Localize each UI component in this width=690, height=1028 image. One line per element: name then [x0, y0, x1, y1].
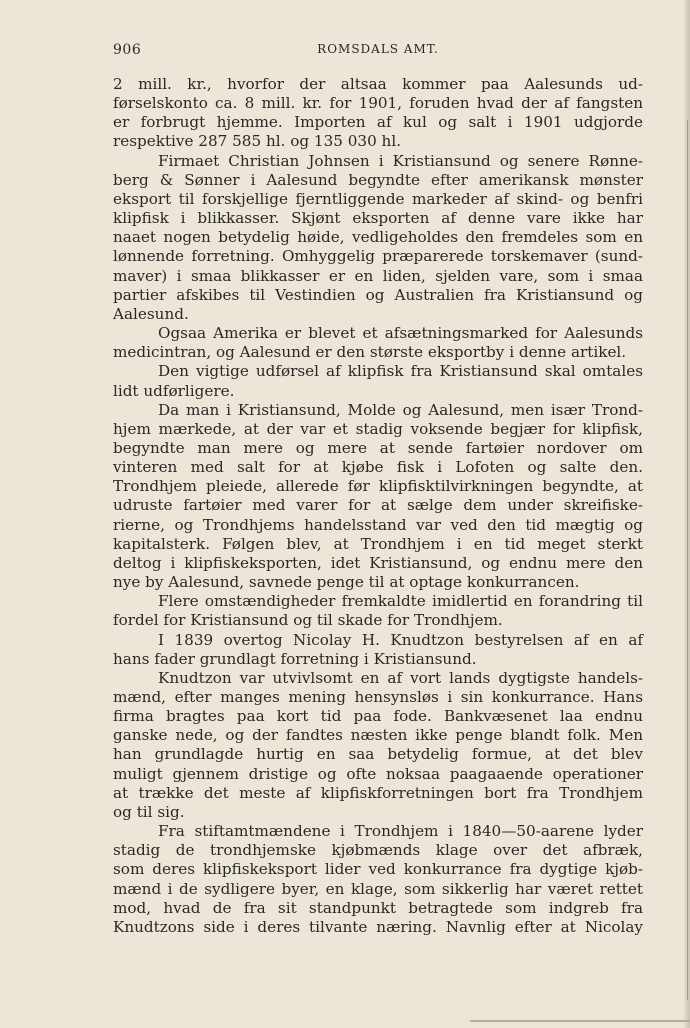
page-edge-line [687, 120, 688, 1000]
page-number: 906 [113, 42, 142, 58]
text-line: berg & Sønner i Aalesund begyndte efter amerikansk mønster [113, 170, 643, 189]
text-line: medicintran, og Aalesund er den største eksportby i denne artikel. [113, 343, 627, 362]
text-line: lønnende forretning. Omhyggelig præparerede torskemaver (sund- [113, 247, 643, 266]
text-line: Knudtzon var utvivlsomt en af vort lands dygtigste handels- [158, 668, 643, 687]
text-line: deltog i klipfiskeksporten, idet Kristiansund, og endnu mere den [113, 553, 643, 572]
text-line: Ogsaa Amerika er blevet et afsætningsmarked for Aalesunds [158, 324, 643, 343]
text-line: kapitalsterk. Følgen blev, at Trondhjem i en tid meget sterkt [113, 534, 643, 553]
text-line: udruste fartøier med varer for at sælge dem under skreifiske- [113, 496, 643, 515]
text-line: Knudtzons side i deres tilvante næring. Navnlig efter at Nicolay [113, 917, 643, 936]
text-line: at trække det meste af klipfiskforretningen bort fra Trondhjem [113, 783, 643, 802]
text-line: muligt gjennem dristige og ofte noksaa paagaaende operationer [113, 764, 643, 783]
text-line: maver) i smaa blikkasser er en liden, sjelden vare, som i smaa [113, 266, 643, 285]
page-header [113, 42, 643, 62]
text-line: Da man i Kristiansund, Molde og Aalesund, men især Trond- [158, 400, 643, 419]
text-line: partier afskibes til Vestindien og Australien fra Kristiansund og [113, 285, 643, 304]
text-line: Aalesund. [113, 304, 189, 323]
text-line: fordel for Kristiansund og til skade for Trondhjem. [113, 611, 503, 630]
text-line: er forbrugt hjemme. Importen af kul og salt i 1901 udgjorde [113, 113, 643, 132]
text-line: Flere omstændigheder fremkaldte imidlertid en forandring til [158, 592, 643, 611]
text-line: Firmaet Christian Johnsen i Kristiansund og senere Rønne- [158, 151, 643, 170]
text-line: 2 mill. kr., hvorfor der altsaa kommer paa Aalesunds ud- [113, 75, 643, 93]
text-line: hjem mærkede, at der var et stadig voksende begjær for klipfisk, [113, 419, 643, 438]
text-line: lidt udførligere. [113, 381, 235, 400]
text-line: mænd, efter manges mening hensynsløs i sin konkurrance. Hans [113, 688, 643, 706]
text-line: I 1839 overtog Nicolay H. Knudtzon bestyrelsen af en af [158, 630, 643, 649]
text-line: hans fader grundlagt forretning i Kristiansund. [113, 649, 477, 668]
bottom-rule [470, 1020, 690, 1022]
text-line: firma bragtes paa kort tid paa fode. Bankvæsenet laa endnu [113, 707, 643, 726]
body-text [113, 75, 643, 937]
text-line: Den vigtige udførsel af klipfisk fra Kristiansund skal omtales [158, 362, 643, 381]
running-title: ROMSDALS AMT. [317, 42, 439, 56]
text-line: begyndte man mere og mere at sende fartøier nordover om [113, 438, 643, 457]
text-line: rierne, og Trondhjems handelsstand var ved den tid mægtig og [113, 515, 643, 534]
text-line: eksport til forskjellige fjerntliggende markeder af skind- og benfri [113, 189, 643, 208]
text-line: førselskonto ca. 8 mill. kr. for 1901, foruden hvad der af fangsten [113, 94, 643, 113]
text-line: mod, hvad de fra sit standpunkt betragtede som indgreb fra [113, 898, 643, 917]
text-line: Trondhjem pleiede, allerede før klipfisktilvirkningen begyndte, at [113, 477, 643, 496]
text-line: og til sig. [113, 802, 185, 821]
text-line: stadig de trondhjemske kjøbmænds klage over det afbræk, [113, 841, 643, 860]
text-line: respektive 287 585 hl. og 135 030 hl. [113, 132, 402, 151]
text-line: som deres klipfiskeksport lider ved konkurrance fra dygtige kjøb- [113, 860, 643, 879]
text-line: han grundlagde hurtig en saa betydelig formue, at det blev [113, 745, 643, 764]
text-line: nye by Aalesund, savnede penge til at optage konkurrancen. [113, 573, 580, 592]
text-line: naaet nogen betydelig høide, vedligeholdes den fremdeles som en [113, 228, 643, 247]
text-line: Fra stiftamtmændene i Trondhjem i 1840—50-aarene lyder [158, 822, 643, 841]
text-line: mænd i de sydligere byer, en klage, som sikkerlig har været rettet [113, 879, 643, 898]
text-line: vinteren med salt for at kjøbe fisk i Lofoten og salte den. [113, 458, 643, 477]
text-line: klipfisk i blikkasser. Skjønt eksporten af denne vare ikke har [113, 209, 643, 228]
text-line: ganske nede, og der fandtes næsten ikke penge blandt folk. Men [113, 726, 643, 745]
